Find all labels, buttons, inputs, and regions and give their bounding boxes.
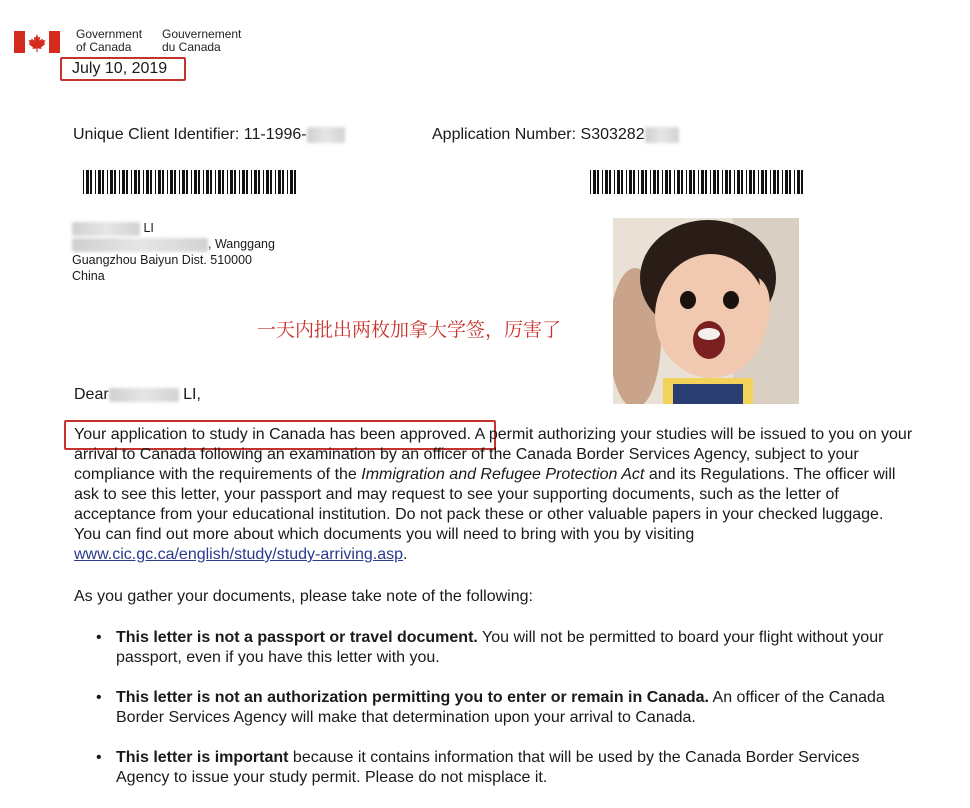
barcode-bar [242, 170, 245, 194]
paragraph-text-a: A permit authorizing your studies will be issued to you on your arrival to Canada following an examination by an officer of the Canada Border Services Agency, subject to your compliance with the requirements of the [74, 426, 913, 483]
barcode-bar [737, 170, 740, 194]
barcode-bar [698, 170, 699, 194]
barcode-bar [270, 170, 272, 194]
barcode-bar [174, 170, 176, 194]
government-of-canada-wordmark [76, 28, 142, 54]
barcode-bar [198, 170, 200, 194]
barcode-bar [749, 170, 752, 194]
gov-fr-line2: du Canada [162, 40, 221, 54]
barcode-bar [617, 170, 620, 194]
barcode-bar [602, 170, 603, 194]
barcode-bar [693, 170, 695, 194]
bullet-bold: This letter is important [116, 749, 289, 766]
barcode-bar [734, 170, 735, 194]
barcode-bar [234, 170, 236, 194]
barcode-bar [782, 170, 783, 194]
barcode-bar [95, 170, 96, 194]
barcode-bar [282, 170, 284, 194]
address-line-street [72, 236, 275, 252]
barcode-bar [107, 170, 108, 194]
barcode-bar [162, 170, 164, 194]
barcode-bar [722, 170, 723, 194]
barcode-bar [669, 170, 671, 194]
barcode-bar [705, 170, 707, 194]
barcode-bar [662, 170, 663, 194]
list-item [96, 628, 916, 668]
barcode-bar [275, 170, 276, 194]
letter-date: July 10, 2019 [60, 57, 186, 81]
barcode-bar [251, 170, 252, 194]
barcode-bar [182, 170, 185, 194]
barcode-bar [746, 170, 747, 194]
address-name-suffix: LI [143, 221, 154, 235]
barcode-bar [122, 170, 125, 194]
bullet-text: because it contains information that will be used by the Canada Border Services Agency to issue your study permit. Please do not misplace it. [116, 749, 860, 786]
barcode-bar [777, 170, 779, 194]
address-line-country: China [72, 269, 105, 283]
barcode-uci [83, 170, 299, 194]
barcode-bar [741, 170, 743, 194]
barcode-bar [633, 170, 635, 194]
barcode-bar [621, 170, 623, 194]
barcode-bar [158, 170, 161, 194]
barcode-bar [725, 170, 728, 194]
barcode-bar [789, 170, 791, 194]
barcode-bar [645, 170, 647, 194]
barcode-bar [143, 170, 144, 194]
unique-client-identifier [73, 126, 345, 144]
barcode-bar [170, 170, 173, 194]
barcode-bar [210, 170, 212, 194]
barcode-bar [263, 170, 264, 194]
barcode-bar [191, 170, 192, 194]
barcode-bar [614, 170, 615, 194]
barcode-bar [797, 170, 800, 194]
barcode-bar [717, 170, 719, 194]
barcode-bar [665, 170, 668, 194]
barcode-bar [131, 170, 132, 194]
barcode-bar [179, 170, 180, 194]
barcode-bar [194, 170, 197, 194]
app-label: Application Number: [432, 126, 577, 143]
gov-en-line1: Government [76, 27, 143, 41]
barcode-bar [186, 170, 188, 194]
gather-documents-intro: As you gather your documents, please take note of the following: [74, 588, 533, 605]
address-line-city: Guangzhou Baiyun Dist. 510000 [72, 253, 252, 267]
redaction-blur [109, 388, 179, 402]
barcode-bar [710, 170, 711, 194]
barcode-bar [609, 170, 611, 194]
bullet-text: An officer of the Canada Border Services Agency will make that determination upon your arrival to Canada. [116, 689, 885, 726]
barcode-bar [605, 170, 608, 194]
barcode-bar [641, 170, 644, 194]
chinese-caption-overlay: 一天内批出两枚加拿大学签，厉害了 [257, 319, 562, 341]
child-photo [613, 218, 799, 404]
barcode-bar [758, 170, 759, 194]
barcode-bar [770, 170, 771, 194]
gov-fr-line1: Gouvernement [162, 27, 242, 41]
notes-list [96, 628, 916, 808]
barcode-bar [638, 170, 639, 194]
uci-label: Unique Client Identifier: [73, 126, 240, 143]
barcode-bar [278, 170, 281, 194]
barcode-bar [90, 170, 92, 194]
barcode-bar [246, 170, 248, 194]
address-street-suffix: , Wanggang [208, 237, 275, 251]
salutation [74, 386, 201, 404]
barcode-bar [167, 170, 168, 194]
redaction-blur [72, 222, 140, 236]
bullet-glyph: • [96, 749, 102, 766]
application-number [432, 126, 679, 144]
barcode-bar [674, 170, 675, 194]
barcode-bar [794, 170, 795, 194]
barcode-bar [689, 170, 692, 194]
barcode-bar [629, 170, 632, 194]
redaction-blur [72, 238, 208, 252]
bullet-bold: This letter is not an authorization permitting you to enter or remain in Canada. [116, 689, 709, 706]
barcode-bar [677, 170, 680, 194]
barcode-bar [258, 170, 260, 194]
redaction-blur [307, 127, 345, 143]
barcode-bar [753, 170, 755, 194]
approval-paragraph [74, 425, 914, 565]
bullet-glyph: • [96, 629, 102, 646]
barcode-bar [650, 170, 651, 194]
barcode-bar [801, 170, 803, 194]
barcode-bar [701, 170, 704, 194]
paragraph-end: . [403, 546, 408, 563]
barcode-bar [102, 170, 104, 194]
gov-en-line2: of Canada [76, 40, 132, 54]
barcode-bar [686, 170, 687, 194]
mailing-address [72, 220, 275, 284]
salutation-suffix: LI, [183, 386, 201, 403]
barcode-bar [203, 170, 204, 194]
barcode-bar [98, 170, 101, 194]
app-value: S303282 [580, 126, 645, 143]
barcode-bar [597, 170, 599, 194]
approval-statement: Your application to study in Canada has been approved. [74, 426, 472, 443]
study-arriving-link[interactable]: www.cic.gc.ca/english/study/study-arriving.asp [74, 546, 404, 563]
barcode-bar [114, 170, 116, 194]
barcode-bar [626, 170, 627, 194]
barcode-bar [729, 170, 731, 194]
barcode-bar [239, 170, 240, 194]
barcode-bar [290, 170, 293, 194]
bullet-text: You will not be permitted to board your flight without your passport, even if you have this letter with you. [116, 629, 884, 666]
barcode-bar [657, 170, 659, 194]
barcode-bar [761, 170, 764, 194]
barcode-bar [287, 170, 288, 194]
barcode-bar [138, 170, 140, 194]
barcode-bar [146, 170, 149, 194]
barcode-bar [785, 170, 788, 194]
act-name: Immigration and Refugee Protection Act [361, 466, 645, 483]
barcode-bar [681, 170, 683, 194]
barcode-bar [773, 170, 776, 194]
address-line-name [72, 220, 275, 236]
barcode-bar [206, 170, 209, 194]
gouvernement-du-canada-wordmark [162, 28, 241, 54]
barcode-bar [83, 170, 84, 194]
barcode-bar [653, 170, 656, 194]
bullet-bold: This letter is not a passport or travel document. [116, 629, 478, 646]
barcode-bar [593, 170, 596, 194]
paragraph-text-b: and its Regulations. The officer will ask to see this letter, your passport and may request to see your supporting documents, such as the letter of acceptance from your educational institution. Do not pack these or other valuable papers in your checked luggage. You can find out more about which documents you will need to bring with you by visiting [74, 466, 896, 543]
barcode-bar [119, 170, 120, 194]
list-item [96, 688, 916, 728]
barcode-bar [254, 170, 257, 194]
barcode-bar [134, 170, 137, 194]
list-item [96, 748, 916, 788]
uci-value: 11-1996- [243, 126, 307, 143]
barcode-bar [110, 170, 113, 194]
barcode-bar [266, 170, 269, 194]
barcode-bar [155, 170, 156, 194]
bullet-glyph: • [96, 689, 102, 706]
barcode-bar [713, 170, 716, 194]
salutation-prefix: Dear [74, 386, 109, 403]
barcode-bar [294, 170, 296, 194]
barcode-bar [222, 170, 224, 194]
barcode-bar [86, 170, 89, 194]
barcode-bar [227, 170, 228, 194]
barcode-bar [765, 170, 767, 194]
redaction-blur [645, 127, 679, 143]
barcode-bar [126, 170, 128, 194]
barcode-bar [150, 170, 152, 194]
barcode-application [590, 170, 806, 194]
barcode-bar [590, 170, 591, 194]
barcode-bar [215, 170, 216, 194]
barcode-bar [230, 170, 233, 194]
barcode-bar [218, 170, 221, 194]
canada-flag-icon [14, 31, 60, 53]
